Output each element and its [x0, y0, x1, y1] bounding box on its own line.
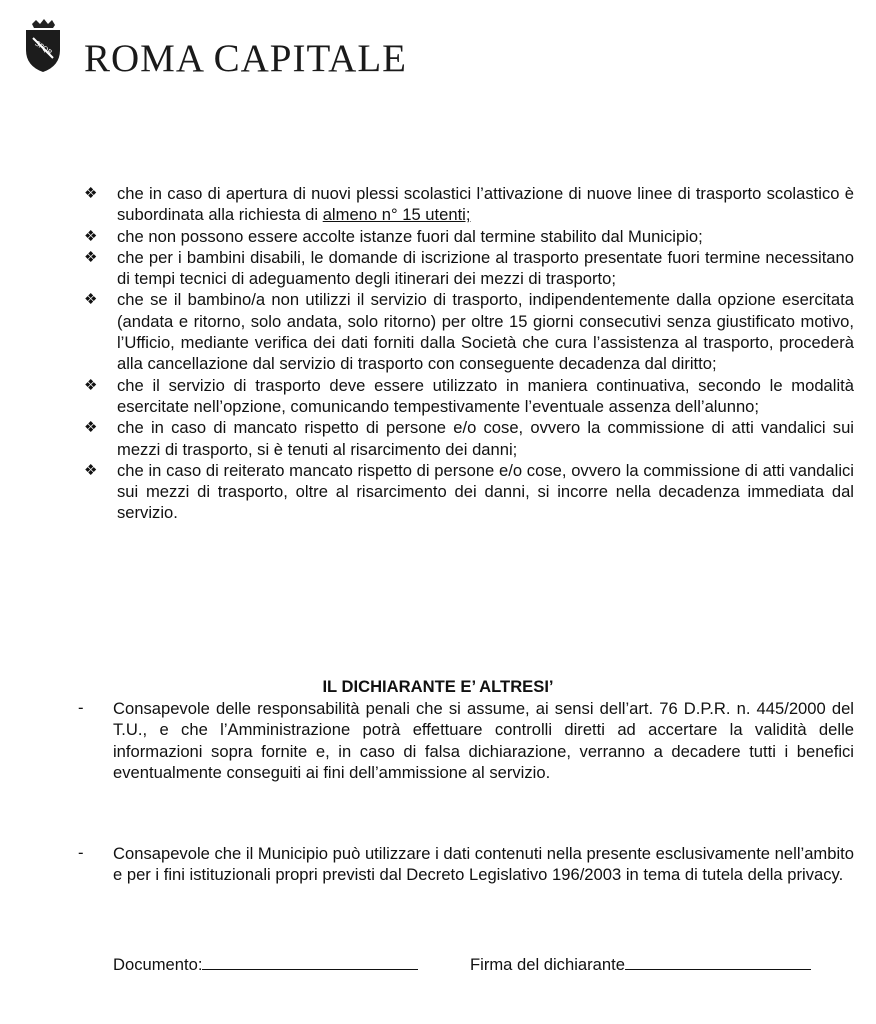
conditions-list [84, 183, 854, 524]
dash-bullet: - [78, 698, 84, 717]
diamond-bullet-icon: ❖ [84, 461, 98, 479]
list-item-text: che in caso di reiterato mancato rispetto di persone e/o cose, ovvero la commissione di atti vandalici sui mezzi di trasporto, oltre al risarcimento dei danni, si incorre nella decadenza immediata dal servizio. [117, 460, 854, 523]
list-item-text: che in caso di apertura di nuovi plessi scolastici l’attivazione di nuove linee di trasporto scolastico è subordinata alla richiesta di [117, 184, 854, 225]
declaration-text: Consapevole che il Municipio può utilizzare i dati contenuti nella presente esclusivamente nell’ambito e per i fini istituzionali propri previsti dal Decreto Legislativo 196/2003 in tema di tutela della privacy. [113, 844, 854, 885]
diamond-bullet-icon: ❖ [84, 419, 98, 437]
signature-field[interactable] [470, 955, 811, 975]
diamond-bullet-icon: ❖ [84, 227, 98, 245]
diamond-bullet-icon: ❖ [84, 291, 98, 309]
list-item [84, 247, 854, 290]
list-item [84, 183, 854, 226]
declaration-item [78, 698, 854, 783]
roma-capitale-emblem-icon [20, 16, 64, 74]
list-item-text: che in caso di mancato rispetto di persone e/o cose, ovvero la commissione di atti vandalici sui mezzi di trasporto, si è tenuti al risarcimento dei danni; [117, 418, 854, 459]
list-item-text: che il servizio di trasporto deve essere utilizzato in maniera continuativa, secondo le modalità esercitate nell’opzione, comunicando tempestivamente l’eventuale assenza dell’alunno; [117, 375, 854, 416]
list-item [84, 460, 854, 524]
diamond-bullet-icon: ❖ [84, 248, 98, 266]
list-item-text: che non possono essere accolte istanze fuori dal termine stabilito dal Municipio; [117, 226, 703, 246]
documento-blank-line[interactable] [202, 955, 418, 970]
signature-blank-line[interactable] [625, 955, 811, 970]
brand-title: ROMA CAPITALE [84, 37, 407, 80]
declaration-text: Consapevole delle responsabilità penali che si assume, ai sensi dell’art. 76 D.P.R. n. 445/2000 del T.U., e che l’Amministrazione potrà effettuare controlli diretti ad accertare la validità delle informazioni sopra fornite e, in caso di falsa dichiarazione, verranno a decadere tutti i benefici eventualmente conseguiti ai fini dell’ammissione al servizio. [113, 699, 854, 782]
list-item [84, 417, 854, 460]
list-item [84, 289, 854, 374]
documento-field[interactable] [113, 955, 418, 975]
diamond-bullet-icon: ❖ [84, 376, 98, 394]
section-title: IL DICHIARANTE E’ ALTRESI’ [322, 677, 554, 696]
underlined-requirement: almeno n° 15 utenti; [322, 205, 471, 225]
list-item-text: che per i bambini disabili, le domande di iscrizione al trasporto presentate fuori termine necessitano di tempi tecnici di adeguamento degli itinerari dei mezzi di trasporto; [117, 247, 854, 289]
list-item-text: che se il bambino/a non utilizzi il servizio di trasporto, indipendentemente dalla opzione esercitata (andata e ritorno, solo andata, solo ritorno) per oltre 15 giorni consecutivi senza giustificato motivo, l’Ufficio, mediante verifica dei dati forniti dalla Società che cura l’assistenza al trasporto, procederà alla cancellazione dal servizio di trasporto con conseguente decadenza dal diritto; [117, 290, 854, 374]
emblem-initials: SPQR [33, 39, 54, 58]
dash-bullet: - [78, 843, 84, 862]
list-item [84, 375, 854, 418]
declaration-item [78, 843, 854, 886]
firma-label: Firma del dichiarante [470, 955, 625, 974]
diamond-bullet-icon: ❖ [84, 185, 98, 202]
documento-label: Documento: [113, 955, 203, 974]
list-item [84, 226, 854, 247]
